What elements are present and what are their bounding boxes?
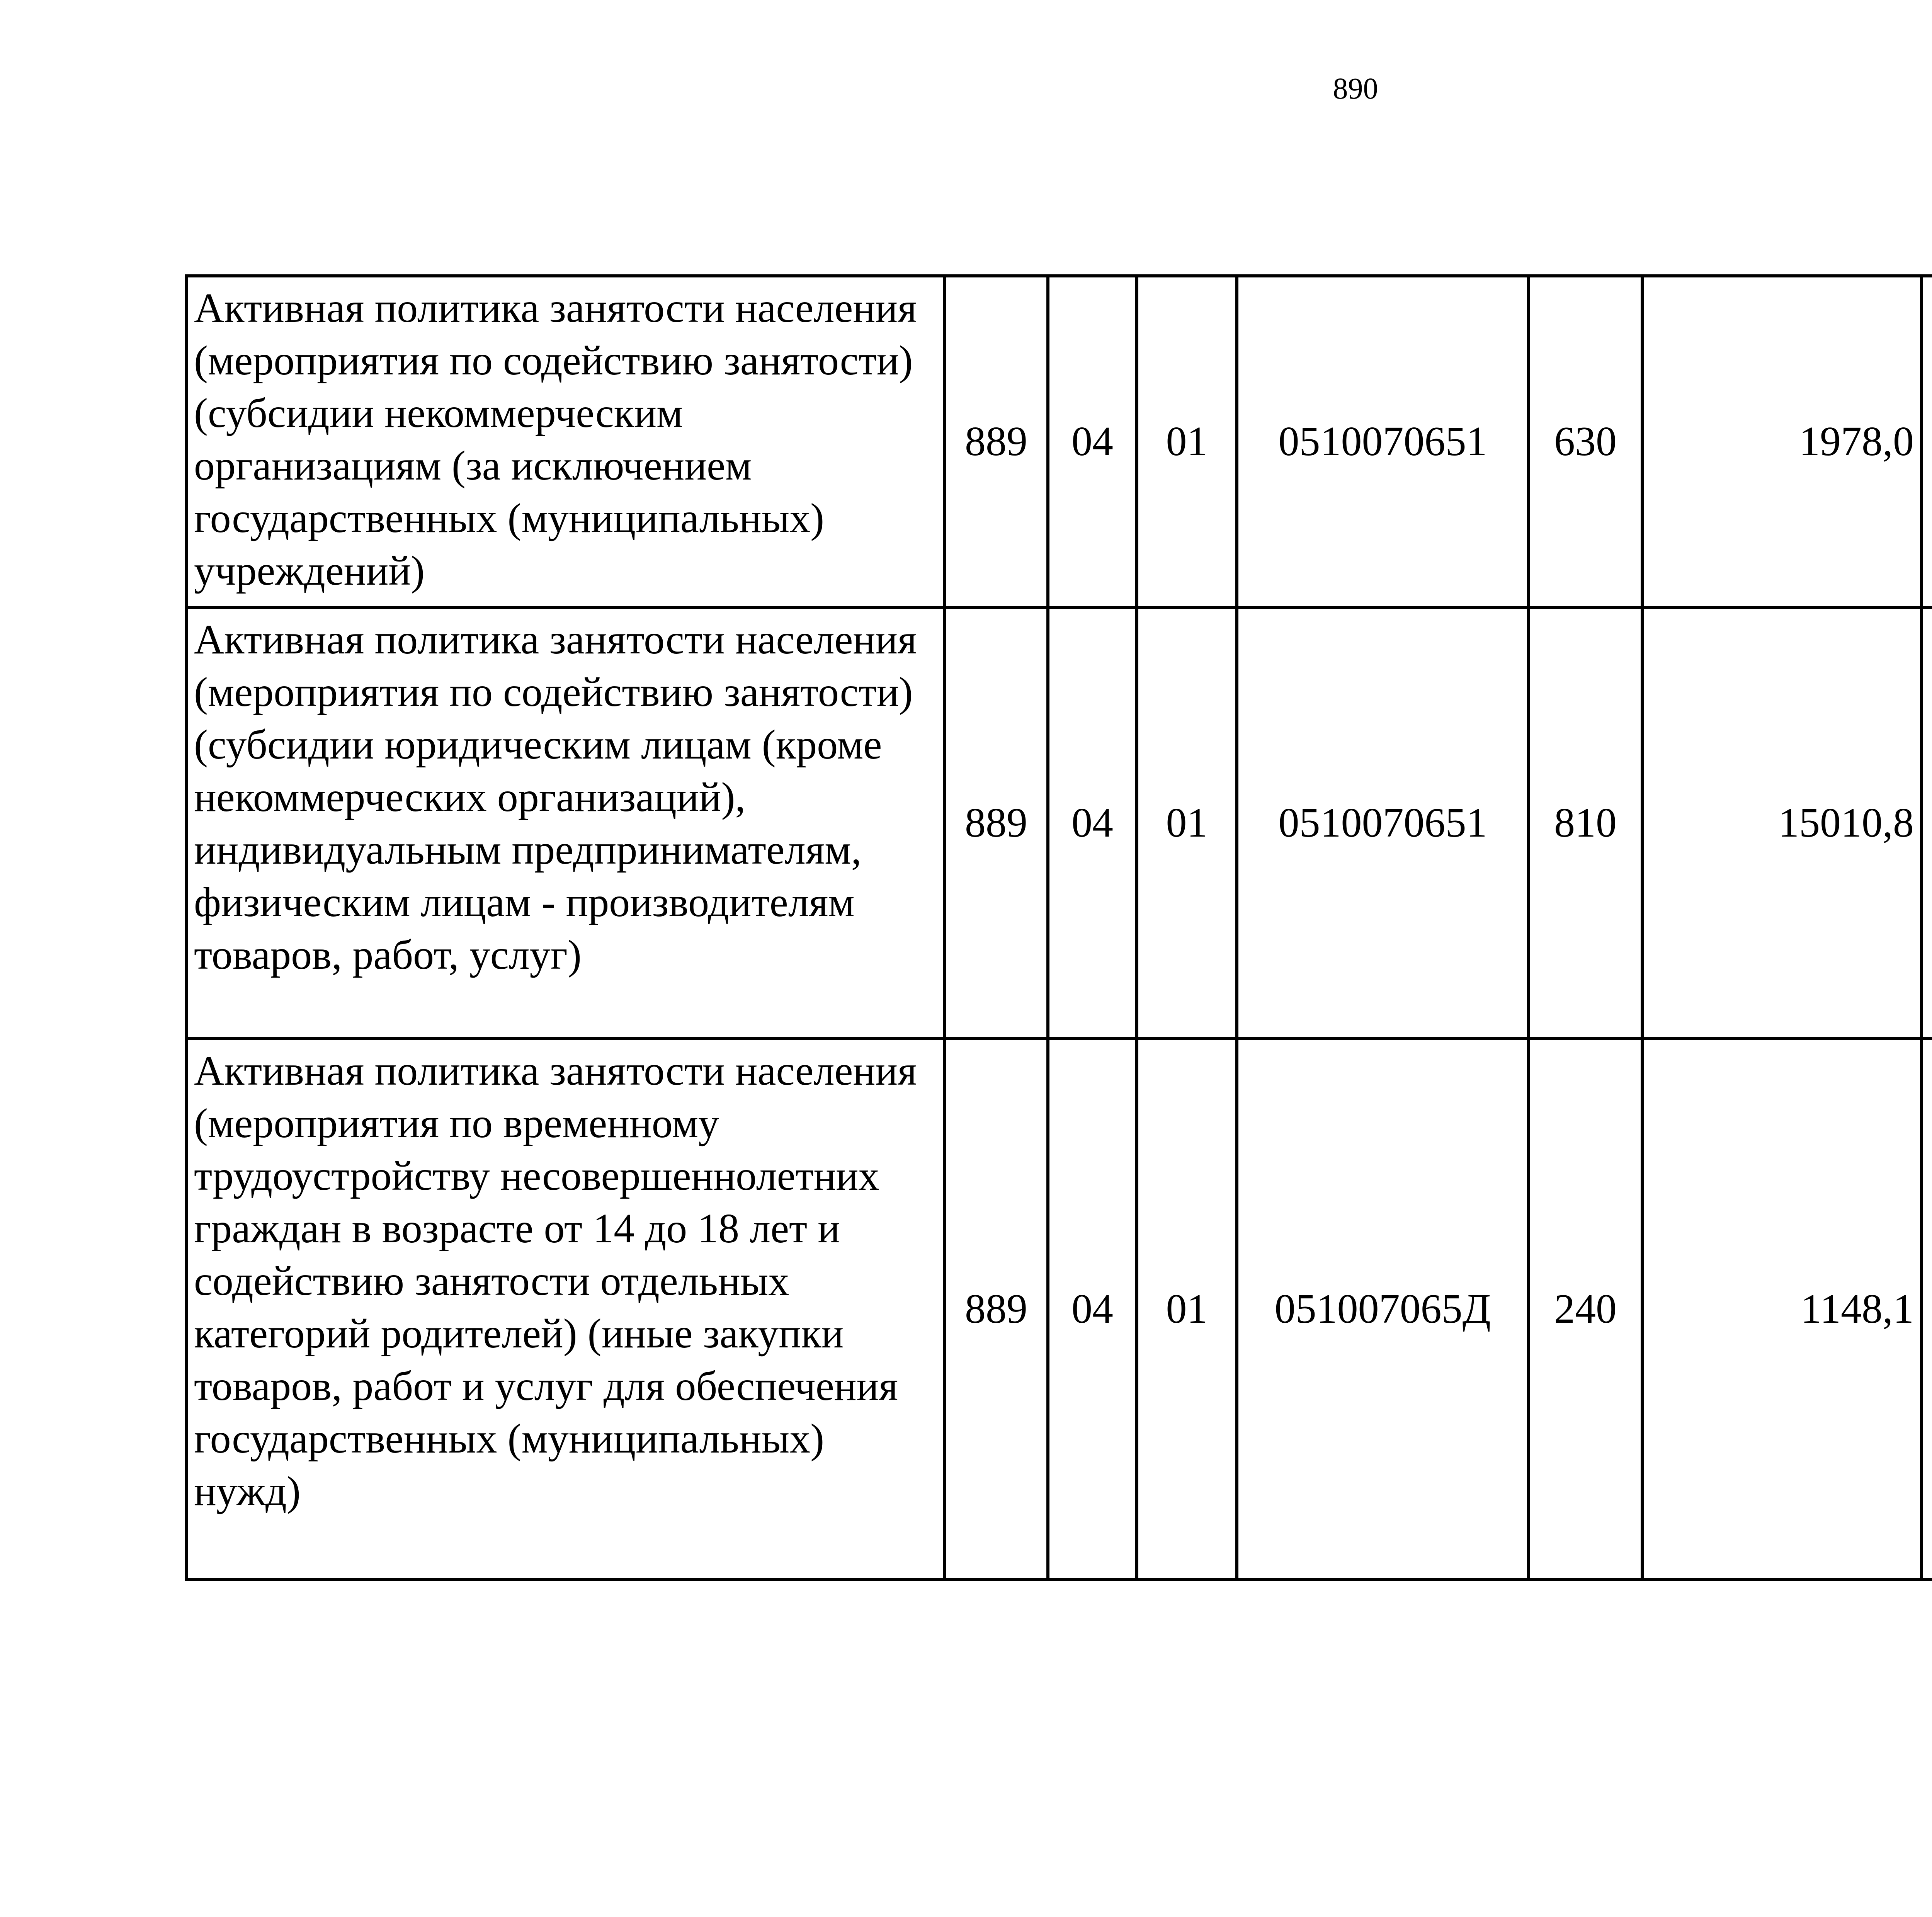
ministry-code: 889	[944, 1039, 1048, 1580]
target-article-code: 0510070651	[1237, 276, 1529, 607]
row-description: Активная политика занятости населения (мероприятия по содействию занятости) (субсидии юридическим лицам (кроме некоммерческих организаций), индивидуальным предпринимателям, физическим лицам - производителям товаров, работ, услуг)	[186, 607, 944, 1039]
amount-1: 1978,0	[1642, 276, 1922, 607]
ministry-code: 889	[944, 607, 1048, 1039]
amount-2	[1922, 607, 1932, 1039]
expense-type-code: 240	[1529, 1039, 1642, 1580]
amount-1: 15010,8	[1642, 607, 1922, 1039]
section-code: 04	[1048, 276, 1137, 607]
row-description: Активная политика занятости населения (мероприятия по временному трудоустройству несовершеннолетних граждан в возрасте от 14 до 18 лет и содействию занятости отдельных категорий родителей) (иные закупки товаров, работ и услуг для обеспечения государственных (муниципальных) нужд)	[186, 1039, 944, 1580]
subsection-code: 01	[1137, 1039, 1237, 1580]
target-article-code: 051007065Д	[1237, 1039, 1529, 1580]
row-description: Активная политика занятости населения (мероприятия по содействию занятости) (субсидии некоммерческим организациям (за исключением государственных (муниципальных) учреждений)	[186, 276, 944, 607]
budget-table	[185, 274, 1932, 1581]
target-article-code: 0510070651	[1237, 607, 1529, 1039]
amount-2	[1922, 276, 1932, 607]
amount-1: 1148,1	[1642, 1039, 1922, 1580]
table-row	[186, 1039, 1932, 1580]
table-row	[186, 607, 1932, 1039]
expense-type-code: 630	[1529, 276, 1642, 607]
subsection-code: 01	[1137, 276, 1237, 607]
subsection-code: 01	[1137, 607, 1237, 1039]
table-row	[186, 276, 1932, 607]
page-number: 890	[1333, 71, 1378, 105]
section-code: 04	[1048, 607, 1137, 1039]
expense-type-code: 810	[1529, 607, 1642, 1039]
section-code: 04	[1048, 1039, 1137, 1580]
amount-2	[1922, 1039, 1932, 1580]
ministry-code: 889	[944, 276, 1048, 607]
